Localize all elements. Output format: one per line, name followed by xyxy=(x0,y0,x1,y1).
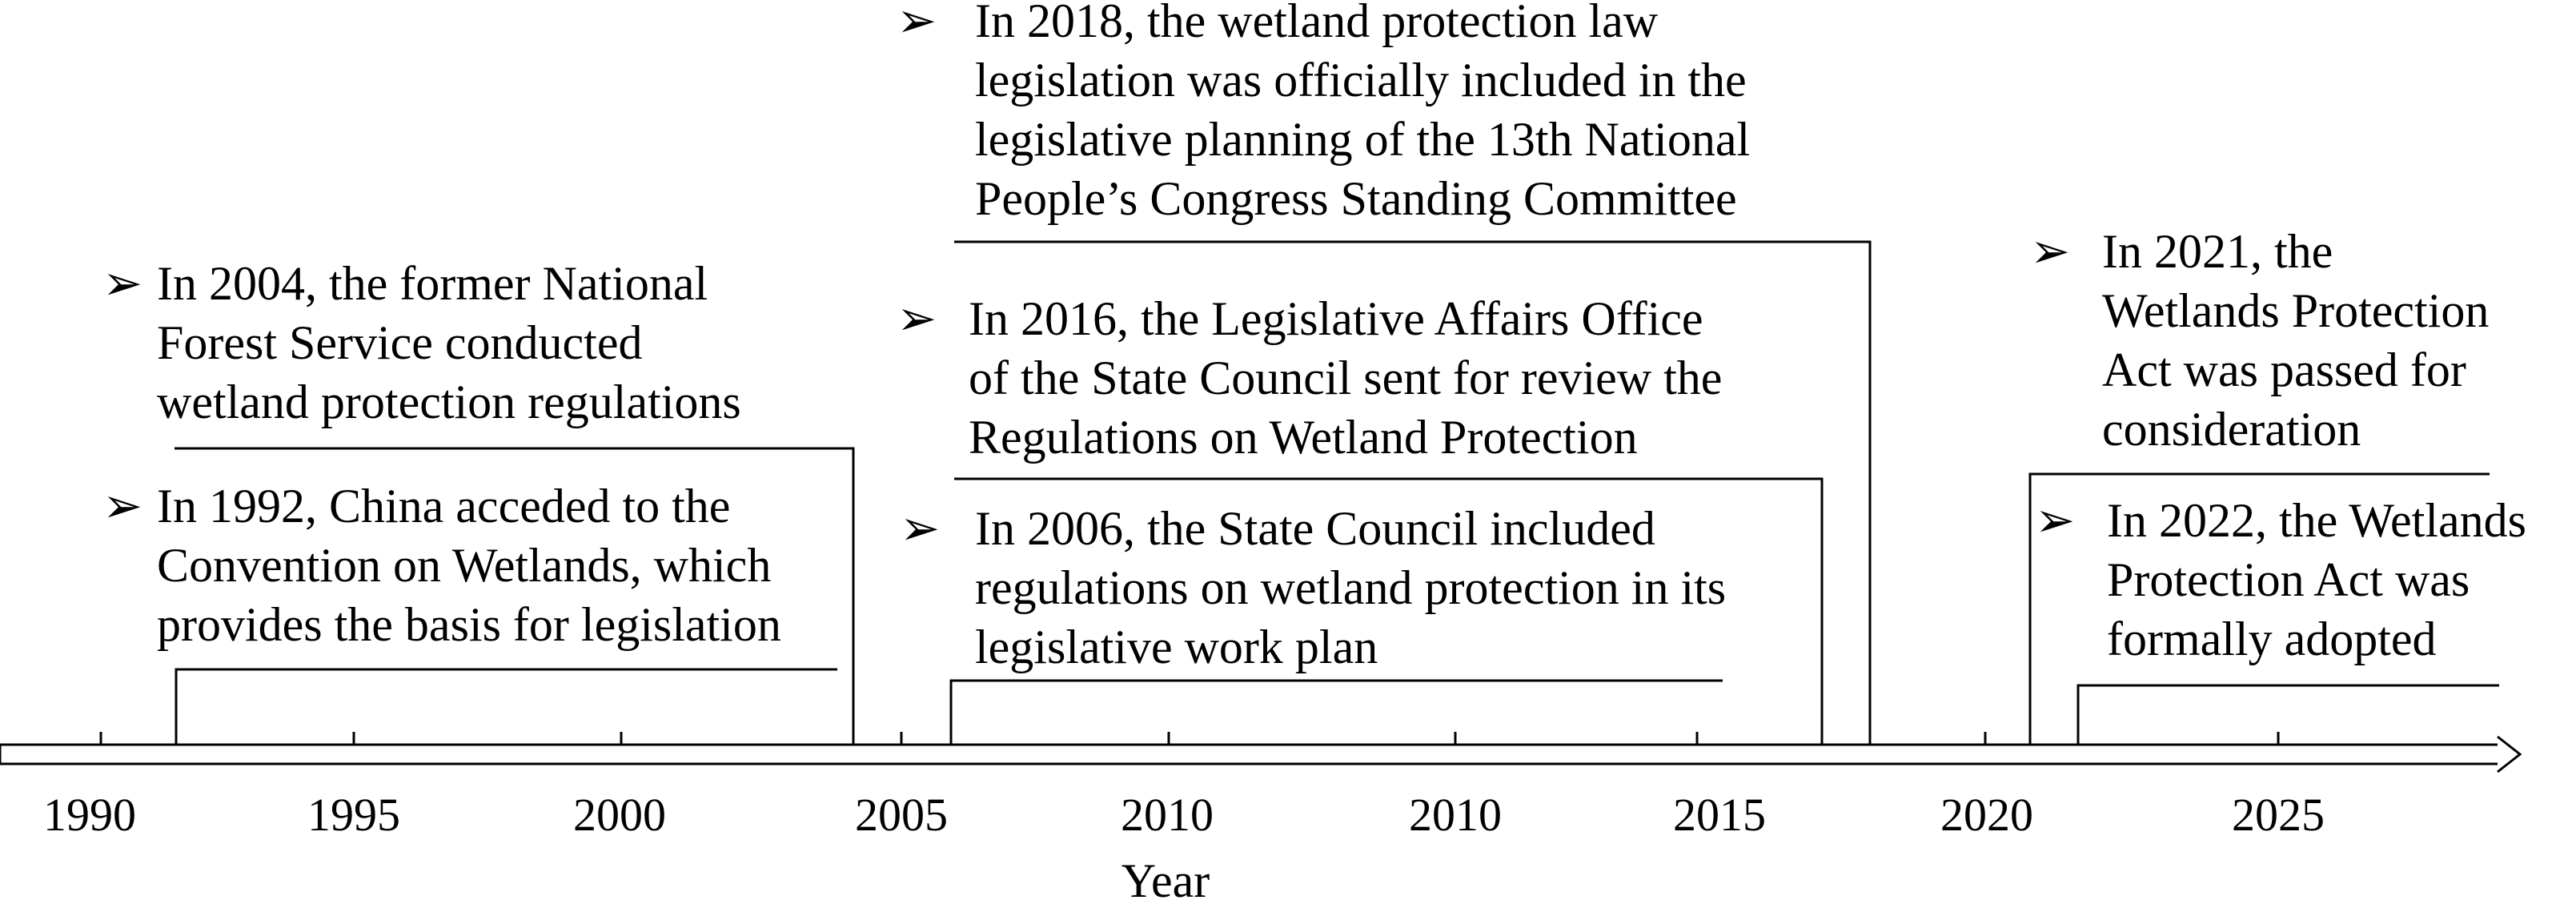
timeline-arrow xyxy=(0,737,2520,772)
tick-label: 2015 xyxy=(1673,789,1766,841)
tick-label: 2010 xyxy=(1409,789,1502,841)
tick-label: 2020 xyxy=(1940,789,2033,841)
axis-title: Year xyxy=(1121,854,1210,900)
bullet-arrow-icon: ➢ xyxy=(897,292,937,345)
event-2004 xyxy=(102,257,741,428)
tick-label: 1995 xyxy=(307,789,400,841)
event-text-line: provides the basis for legislation xyxy=(157,598,781,651)
event-1992 xyxy=(102,480,781,651)
event-text-line: In 2004, the former National xyxy=(157,257,708,310)
connector-2006 xyxy=(951,681,1723,745)
tick-label: 2005 xyxy=(855,789,948,841)
bullet-arrow-icon: ➢ xyxy=(2030,225,2071,278)
event-2018 xyxy=(897,0,1750,225)
event-text-line: regulations on wetland protection in its xyxy=(975,561,1727,614)
event-text-line: Act was passed for xyxy=(2102,344,2466,396)
event-text-line: legislative work plan xyxy=(975,621,1378,673)
event-text-line: formally adopted xyxy=(2107,613,2437,665)
bullet-arrow-icon: ➢ xyxy=(897,0,937,47)
event-2022 xyxy=(2035,494,2526,665)
event-text-line: People’s Congress Standing Committee xyxy=(975,172,1737,225)
tick-label: 2010 xyxy=(1121,789,1214,841)
event-text-line: In 2022, the Wetlands xyxy=(2107,494,2526,547)
event-text-line: In 2021, the xyxy=(2102,225,2333,278)
connector-1992 xyxy=(176,669,837,745)
event-text-line: In 1992, China acceded to the xyxy=(157,480,731,532)
event-2021 xyxy=(2030,225,2489,456)
connector-2022 xyxy=(2078,685,2499,745)
event-2006 xyxy=(900,502,1726,673)
event-text-line: In 2018, the wetland protection law xyxy=(975,0,1659,47)
bullet-arrow-icon: ➢ xyxy=(2035,494,2076,547)
axis-tick-labels xyxy=(43,789,2325,841)
event-text-line: Wetlands Protection xyxy=(2102,284,2490,337)
tick-label: 1990 xyxy=(43,789,136,841)
bullet-arrow-icon: ➢ xyxy=(102,480,143,532)
event-text-line: In 2006, the State Council included xyxy=(975,502,1655,555)
tick-label: 2000 xyxy=(573,789,666,841)
event-text-line: Regulations on Wetland Protection xyxy=(969,411,1638,464)
event-text-line: In 2016, the Legislative Affairs Office xyxy=(969,292,1703,345)
bullet-arrow-icon: ➢ xyxy=(102,257,143,310)
event-text-line: legislative planning of the 13th National xyxy=(975,113,1751,166)
bullet-arrow-icon: ➢ xyxy=(900,502,941,555)
event-text-line: wetland protection regulations xyxy=(157,376,741,428)
event-text-line: Forest Service conducted xyxy=(157,316,643,369)
event-text-line: Convention on Wetlands, which xyxy=(157,539,772,592)
event-text-line: consideration xyxy=(2102,403,2361,456)
tick-label: 2025 xyxy=(2232,789,2325,841)
axis-tick-marks xyxy=(101,732,2278,745)
event-text-line: legislation was officially included in the xyxy=(975,54,1747,106)
event-2016 xyxy=(897,292,1722,464)
event-text-line: Protection Act was xyxy=(2107,553,2470,606)
event-text-line: of the State Council sent for review the xyxy=(969,352,1723,404)
